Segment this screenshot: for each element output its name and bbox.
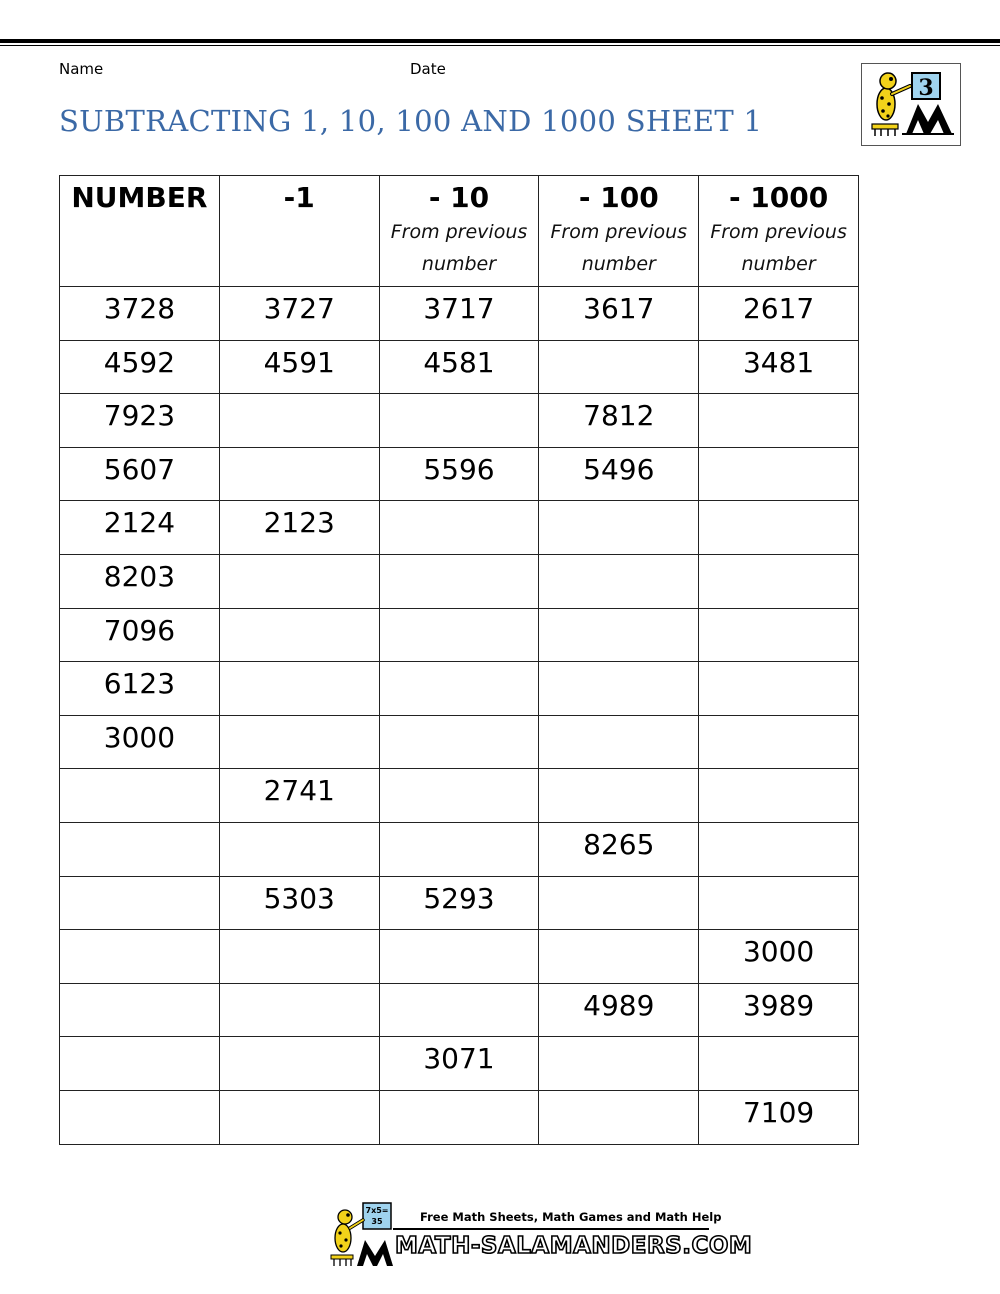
table-cell (539, 554, 699, 608)
table-cell: 7923 (60, 394, 220, 448)
table-cell: 7109 (699, 1090, 859, 1144)
table-cell: 8265 (539, 822, 699, 876)
logo-grade-number: 3 (918, 75, 934, 101)
subtraction-table (59, 175, 859, 1145)
table-row (60, 1090, 859, 1144)
table-cell (699, 608, 859, 662)
sheet-title: SUBTRACTING 1, 10, 100 AND 1000 SHEET 1 (59, 104, 763, 138)
table-cell (219, 1037, 379, 1091)
table-cell: 5496 (539, 447, 699, 501)
table-cell: 5596 (379, 447, 539, 501)
table-row (60, 554, 859, 608)
date-label: Date (410, 60, 446, 78)
footer-brand-logo (325, 1200, 753, 1270)
table-cell: 3717 (379, 287, 539, 341)
grade-logo (861, 63, 961, 146)
table-cell (539, 662, 699, 716)
table-cell (699, 769, 859, 823)
column-header-minus-100: - 100 From previous number (539, 176, 699, 287)
badge-line-1: 7x5= (365, 1206, 389, 1215)
table-cell (699, 822, 859, 876)
table-cell: 4989 (539, 983, 699, 1037)
table-cell (379, 608, 539, 662)
table-cell (539, 876, 699, 930)
table-cell (379, 662, 539, 716)
table-cell (219, 447, 379, 501)
table-row (60, 930, 859, 984)
table-cell (699, 876, 859, 930)
table-row (60, 769, 859, 823)
salamander-m-logo-icon (862, 64, 960, 145)
footer-rule (393, 1228, 709, 1230)
table-cell (219, 1090, 379, 1144)
header-row (60, 176, 859, 287)
table-cell (60, 1090, 220, 1144)
table-cell: 5607 (60, 447, 220, 501)
table-cell (379, 715, 539, 769)
table-row (60, 394, 859, 448)
table-cell: 3000 (60, 715, 220, 769)
table-cell (539, 1037, 699, 1091)
table-cell (539, 501, 699, 555)
table-cell (699, 394, 859, 448)
table-cell: 4591 (219, 340, 379, 394)
table-cell: 2741 (219, 769, 379, 823)
table-cell (379, 769, 539, 823)
badge-line-2: 35 (371, 1217, 383, 1226)
table-cell (379, 394, 539, 448)
table-cell (699, 662, 859, 716)
table-cell (60, 983, 220, 1037)
table-cell (219, 983, 379, 1037)
table-cell (219, 608, 379, 662)
table-row (60, 340, 859, 394)
table-cell: 5293 (379, 876, 539, 930)
table-cell (379, 983, 539, 1037)
table-row (60, 501, 859, 555)
table-cell (379, 554, 539, 608)
table-cell: 3727 (219, 287, 379, 341)
table-cell: 3728 (60, 287, 220, 341)
table-cell: 2617 (699, 287, 859, 341)
top-rule-thin (0, 45, 1000, 46)
table-cell (60, 876, 220, 930)
table-cell: 6123 (60, 662, 220, 716)
table-cell (539, 715, 699, 769)
footer-tagline: Free Math Sheets, Math Games and Math Help (420, 1210, 722, 1224)
table-cell: 5303 (219, 876, 379, 930)
table-cell: 4581 (379, 340, 539, 394)
table-cell (539, 769, 699, 823)
table-cell (379, 930, 539, 984)
table-cell: 3989 (699, 983, 859, 1037)
table-row (60, 876, 859, 930)
table-cell (699, 501, 859, 555)
table-cell (60, 822, 220, 876)
table-cell (699, 1037, 859, 1091)
table-cell: 4592 (60, 340, 220, 394)
table-cell (219, 822, 379, 876)
column-header-minus-10: - 10 From previous number (379, 176, 539, 287)
table-cell (699, 447, 859, 501)
table-cell: 3481 (699, 340, 859, 394)
table-body (60, 287, 859, 1145)
table-cell (539, 930, 699, 984)
table-row (60, 287, 859, 341)
table-row (60, 715, 859, 769)
table-cell (219, 662, 379, 716)
table-row (60, 983, 859, 1037)
column-header-number: NUMBER (60, 176, 220, 287)
table-cell: 2124 (60, 501, 220, 555)
table-row (60, 1037, 859, 1091)
table-cell (219, 394, 379, 448)
table-cell: 8203 (60, 554, 220, 608)
salamander-logo-icon (325, 1200, 395, 1270)
name-label: Name (59, 60, 104, 78)
table-cell (219, 554, 379, 608)
table-cell: 3000 (699, 930, 859, 984)
table-cell: 3071 (379, 1037, 539, 1091)
table-cell: 3617 (539, 287, 699, 341)
table-cell (699, 554, 859, 608)
table-cell (539, 1090, 699, 1144)
top-rule (0, 39, 1000, 43)
table-cell: 7812 (539, 394, 699, 448)
table-cell (60, 1037, 220, 1091)
table-cell (219, 930, 379, 984)
table-cell (539, 340, 699, 394)
table-row (60, 608, 859, 662)
table-cell: 2123 (219, 501, 379, 555)
table-cell (219, 715, 379, 769)
column-header-minus-1: -1 (219, 176, 379, 287)
footer-brand-text: MATH-SALAMANDERS.COM (395, 1233, 753, 1259)
table-cell (379, 1090, 539, 1144)
table-cell (379, 822, 539, 876)
table-row (60, 662, 859, 716)
table-cell: 7096 (60, 608, 220, 662)
table-cell (539, 608, 699, 662)
table-cell (60, 769, 220, 823)
table-row (60, 822, 859, 876)
column-header-minus-1000: - 1000 From previous number (699, 176, 859, 287)
table-row (60, 447, 859, 501)
table-cell (60, 930, 220, 984)
table-cell (379, 501, 539, 555)
table-cell (699, 715, 859, 769)
